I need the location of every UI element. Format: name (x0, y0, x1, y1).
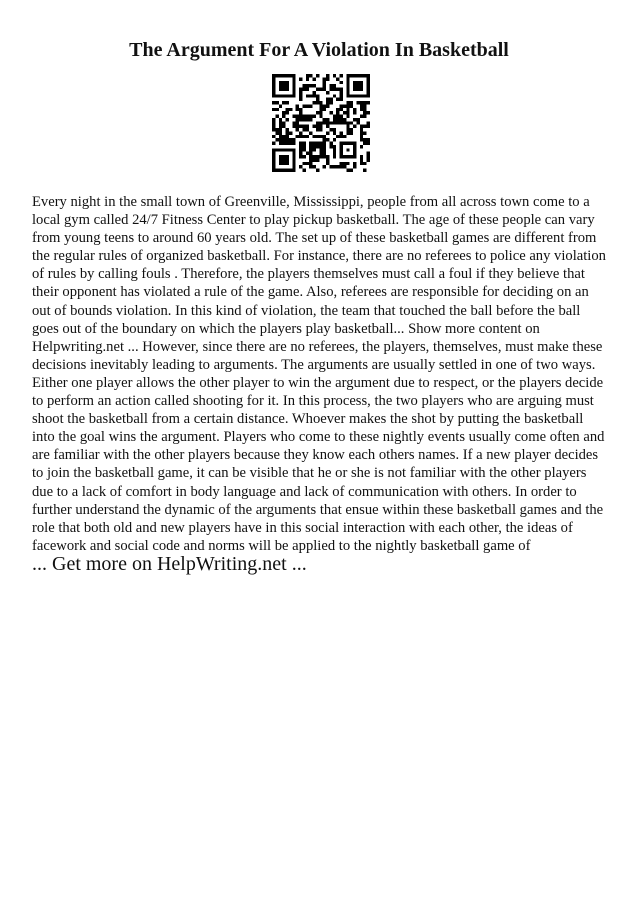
document-body: Every night in the small town of Greenville, Mississippi, people from all across town come to a local gym called 24/7 Fitness Center to play pickup basketball. The age of these people can vary from young teens to around 60 years old. The set up of these basketball games are different from the regular rules of organized basketball. For instance, there are no referees to police any violation of rules by calling fouls . Therefore, the players themselves must call a foul if they believe that their opponent has violated a rule of the game. Also, referees are responsible for deciding on an out of bounds violation. In this kind of violation, the team that touched the ball before the ball goes out of the boundary on which the players play basketball... Show more content on Helpwriting.net ... However, since there are no referees, the players, themselves, must make these decisions inevitably leading to arguments. The arguments are usually settled in one of two ways. Either one player allows the other player to win the argument due to respect, or the players decide to perform an action called shooting for it. In this process, the two players who are arguing must shoot the basketball from a certain distance. Whoever makes the shot by putting the basketball into the goal wins the argument. Players who come to these nightly events usually come often and are familiar with the other players because they know each others names. If a new player decides to join the basketball game, it can be visible that he or she is not familiar with the other players due to a lack of comfort in body language and lack of communication with others. In order to further understand the dynamic of the arguments that ensue within these basketball games and the role that both old and new players have in this social interaction with each other, the ideas of facework and social code and norms will be applied to the nightly basketball game of (32, 194, 606, 554)
get-more-link[interactable]: ... Get more on HelpWriting.net ... (32, 553, 307, 575)
document-title: The Argument For A Violation In Basketball (129, 39, 509, 61)
qr-code-icon[interactable] (272, 74, 370, 172)
